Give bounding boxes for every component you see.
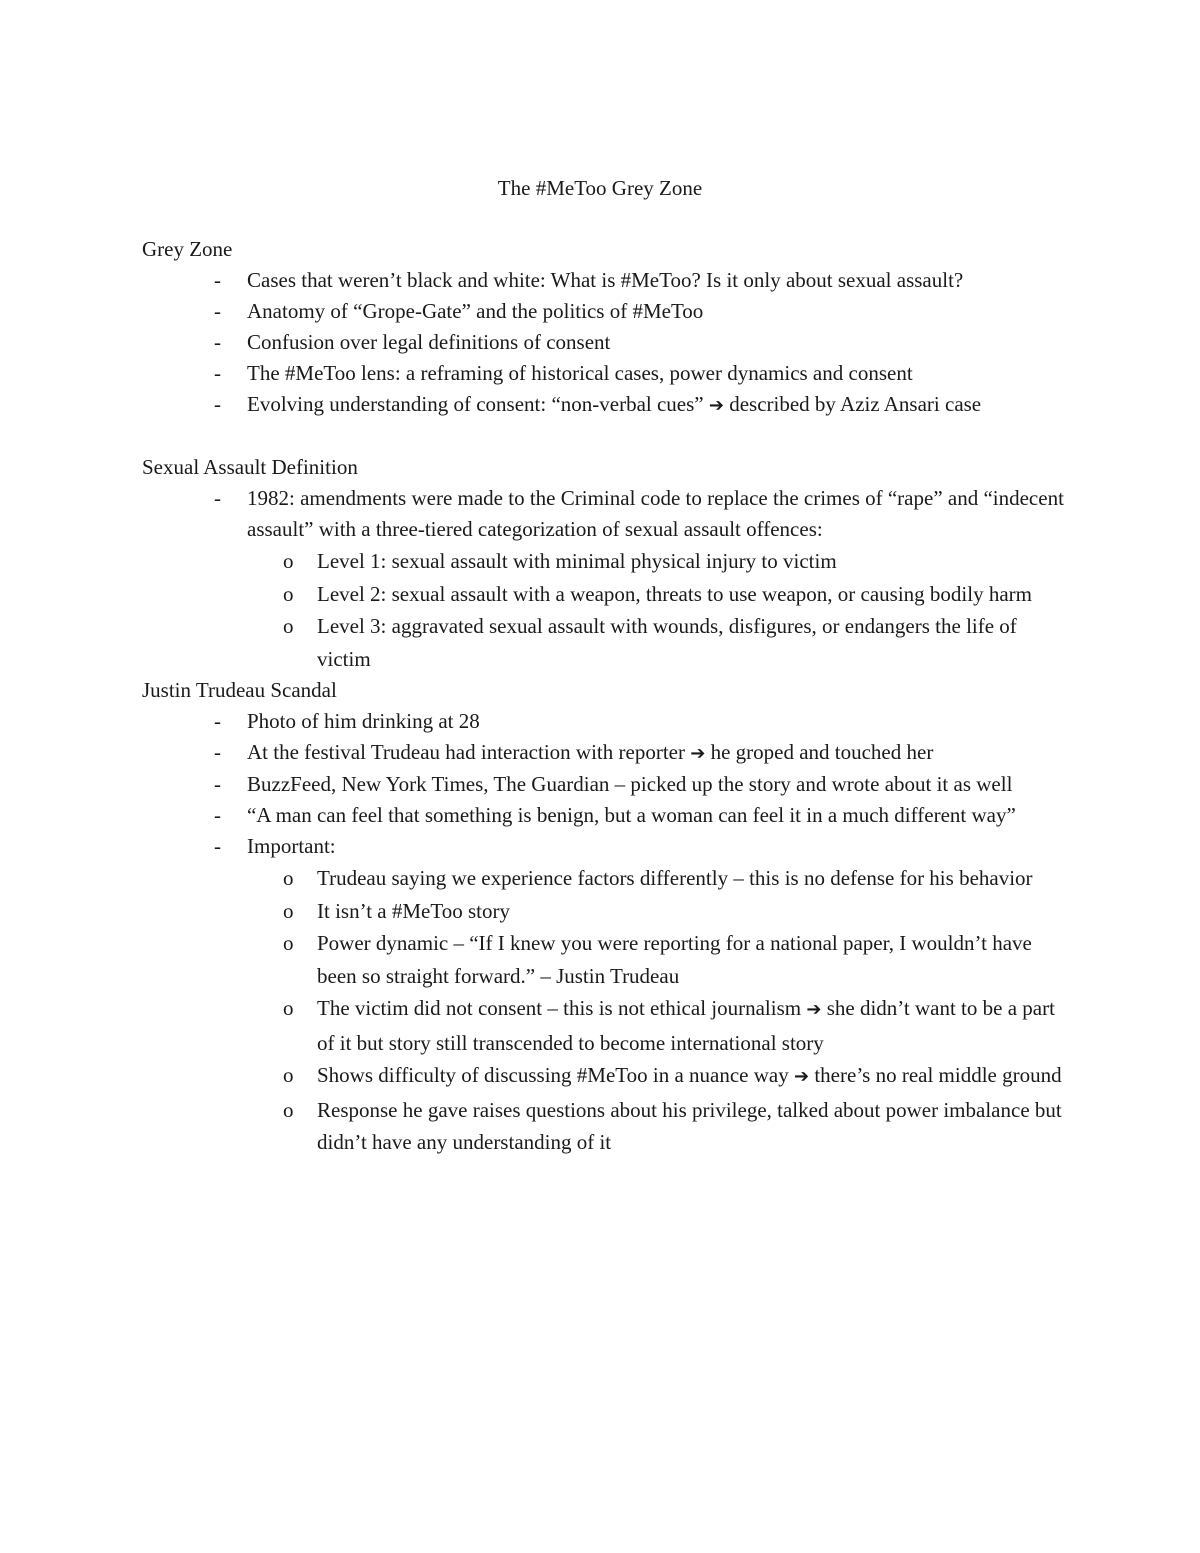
- dash-bullet: -: [214, 268, 221, 292]
- dash-bullet: -: [214, 772, 221, 796]
- sub-list-item-text: Level 3: aggravated sexual assault with wounds, disfigures, or endangers the life of victim: [317, 614, 1017, 671]
- sub-list-item: [142, 610, 1072, 675]
- list-item: [142, 296, 1072, 327]
- list-item-text: Anatomy of “Grope-Gate” and the politics of #MeToo: [247, 299, 704, 323]
- sub-list-item: [142, 578, 1072, 611]
- dash-bullet: -: [214, 361, 221, 385]
- dash-bullet: -: [214, 803, 221, 827]
- sub-list-item: [142, 895, 1072, 928]
- dash-bullet: -: [214, 392, 221, 416]
- sub-list-item-text: Shows difficulty of discussing #MeToo in a nuance way: [317, 1063, 794, 1087]
- circle-bullet: o: [283, 549, 294, 573]
- sub-list-item: [142, 545, 1072, 578]
- list-item-text: he groped and touched her: [705, 740, 934, 764]
- sub-list-item: [142, 1094, 1072, 1159]
- list-item-text: BuzzFeed, New York Times, The Guardian – picked up the story and wrote about it as well: [247, 772, 1013, 796]
- circle-bullet: o: [283, 898, 294, 923]
- sub-list-item-text: Power dynamic – “If I knew you were reporting for a national paper, I wouldn’t have been so straight forward.” – Justin Trudeau: [317, 931, 1032, 988]
- sub-list-item: [142, 862, 1072, 895]
- dash-bullet: -: [214, 834, 221, 858]
- circle-bullet: o: [283, 931, 294, 955]
- list-item-text: Important:: [247, 834, 336, 858]
- list-item-text: Photo of him drinking at 28: [247, 709, 480, 733]
- blank-line: [142, 421, 1072, 452]
- list-item: [142, 358, 1072, 389]
- list-item-text: The #MeToo lens: a reframing of historical cases, power dynamics and consent: [247, 361, 913, 385]
- circle-bullet: o: [283, 1063, 294, 1087]
- dash-bullet: -: [214, 740, 221, 764]
- list-item: [142, 706, 1072, 737]
- dash-bullet: -: [214, 486, 221, 510]
- sub-list-item-text: It isn’t a #MeToo story: [317, 898, 510, 923]
- list-item: [142, 831, 1072, 862]
- dash-bullet: -: [214, 709, 221, 733]
- section-heading-justin-trudeau-scandal: Justin Trudeau Scandal: [142, 678, 337, 702]
- list-item-text: 1982: amendments were made to the Criminal code to replace the crimes of “rape” and “indecent assault” with a three-tiered categorization of sexual assault offences:: [247, 486, 1064, 541]
- arrow-icon: ➔: [690, 743, 706, 764]
- arrow-icon: ➔: [708, 395, 724, 416]
- list-item: [142, 483, 1072, 545]
- sub-list-item-text: Trudeau saying we experience factors differently – this is no defense for his behavior: [317, 866, 1033, 890]
- list-item: [142, 800, 1072, 831]
- sub-list-item-text: Level 1: sexual assault with minimal physical injury to victim: [317, 549, 837, 573]
- circle-bullet: o: [283, 581, 294, 606]
- list-item-text: At the festival Trudeau had interaction with reporter: [247, 740, 691, 764]
- sub-list-item-text: Response he gave raises questions about his privilege, talked about power imbalance but didn’t have any understanding of it: [317, 1097, 1062, 1154]
- arrow-icon: ➔: [794, 1066, 810, 1087]
- circle-bullet: o: [283, 1097, 294, 1122]
- arrow-icon: ➔: [806, 999, 822, 1020]
- document-body: [142, 234, 1072, 1159]
- list-item-text: “A man can feel that something is benign, but a woman can feel it in a much different way”: [247, 803, 1016, 827]
- sub-list-item-text: Level 2: sexual assault with a weapon, threats to use weapon, or causing bodily harm: [317, 581, 1032, 606]
- circle-bullet: o: [283, 614, 294, 638]
- sub-list-item-text: she didn’t want to be a part of it but story still transcended to become international story: [317, 996, 1055, 1055]
- sub-list-item: [142, 927, 1072, 992]
- list-item-text: Cases that weren’t black and white: What is #MeToo? Is it only about sexual assault?: [247, 268, 964, 292]
- sub-list-item-text: The victim did not consent – this is not ethical journalism: [317, 996, 807, 1020]
- list-item: [142, 769, 1072, 800]
- sub-list-item: [142, 1059, 1072, 1094]
- document-title: The #MeToo Grey Zone: [497, 176, 703, 200]
- dash-bullet: -: [214, 299, 221, 323]
- sub-list-item-text: there’s no real middle ground: [809, 1063, 1062, 1087]
- section-heading-sexual-assault-definition: Sexual Assault Definition: [142, 455, 358, 479]
- sub-list-item: [142, 992, 1072, 1059]
- list-item-text: described by Aziz Ansari case: [723, 392, 982, 416]
- list-item: [142, 389, 1072, 421]
- list-item: [142, 327, 1072, 358]
- list-item-text: Evolving understanding of consent: “non-verbal cues”: [247, 392, 709, 416]
- list-item-text: Confusion over legal definitions of consent: [247, 330, 611, 354]
- circle-bullet: o: [283, 996, 294, 1020]
- circle-bullet: o: [283, 866, 294, 890]
- section-heading-grey-zone: Grey Zone: [142, 237, 233, 261]
- dash-bullet: -: [214, 330, 221, 354]
- list-item: [142, 265, 1072, 296]
- list-item: [142, 737, 1072, 769]
